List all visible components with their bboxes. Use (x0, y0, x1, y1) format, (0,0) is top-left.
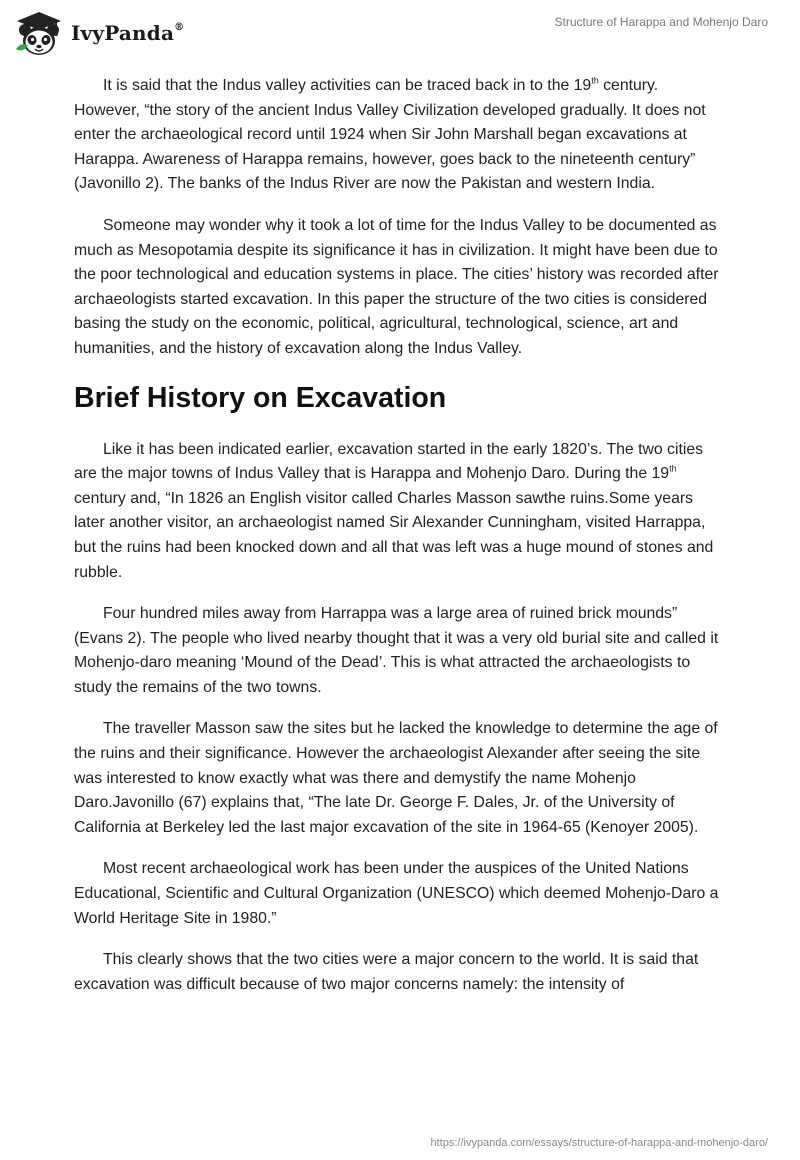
paragraph-2: Someone may wonder why it took a lot of time for the Indus Valley to be documented as much as Mesopotamia despite its significance it has in civilization. It might have been due to the poor technological and education systems in place. The cities’ history was recorded after archaeologists started excavation. In this paper the structure of the two cities is considered basing the study on the economic, political, agricultural, technological, science, art and humanities, and the history of excavation along the Indus Valley. (74, 216, 719, 357)
logo-wordmark: IvyPanda® (71, 21, 185, 45)
paragraph-6: Most recent archaeological work has been under the auspices of the United Nations Educational, Scientific and Cultural Organization (UNESCO) which deemed Mohenjo-Daro a World Heritage Site in 1980.” (74, 860, 719, 927)
section-heading: Brief History on Excavation (74, 381, 447, 414)
document-title: Structure of Harappa and Mohenjo Daro (554, 15, 768, 29)
panda-graduation-cap-icon (14, 9, 64, 57)
page-header (0, 0, 800, 70)
essay-content (74, 74, 726, 1014)
ivypanda-logo[interactable] (14, 9, 184, 57)
paragraph-3: Like it has been indicated earlier, excavation started in the early 1820’s. The two cities are the major towns of Indus Valley that is Harappa and Mohenjo Daro. During the 19th century and, “In 1826 an English visitor called Charles Masson sawthe ruins.Some years later another visitor, an archaeologist named Sir Alexander Cunningham, visited Harrappa, but the ruins had been knocked down and all that was left was a huge mound of stones and rubble. (74, 440, 714, 581)
paragraph-1: It is said that the Indus valley activities can be traced back in to the 19th century. However, “the story of the ancient Indus Valley Civilization developed gradually. It does not enter the archaeological record until 1924 when Sir John Marshall began excavations at Harappa. Awareness of Harappa remains, however, goes back to the nineteenth century” (Javonillo 2). The banks of the Indus River are now the Pakistan and western India. (74, 75, 706, 193)
footer-url-link[interactable]: https://ivypanda.com/essays/structure-of-harappa-and-mohenjo-daro/ (430, 1137, 768, 1149)
paragraph-5: The traveller Masson saw the sites but he lacked the knowledge to determine the age of the ruins and their significance. However the archaeologist Alexander after seeing the site was interested to know exactly what was there and demystify the name Mohenjo Daro.Javonillo (67) explains that, “The late Dr. George F. Dales, Jr. of the University of California at Berkeley led the last major excavation of the site in 1964-65 (Kenoyer 2005). (74, 720, 718, 836)
paragraph-7: This clearly shows that the two cities were a major concern to the world. It is said that excavation was difficult because of two major concerns namely: the intensity of (74, 951, 699, 993)
paragraph-4: Four hundred miles away from Harrappa was a large area of ruined brick mounds” (Evans 2). The people who lived nearby thought that it was a very old burial site and called it Mohenjo-daro meaning ‘Mound of the Dead’. This is what attracted the archaeologists to study the remains of the two towns. (74, 605, 719, 696)
